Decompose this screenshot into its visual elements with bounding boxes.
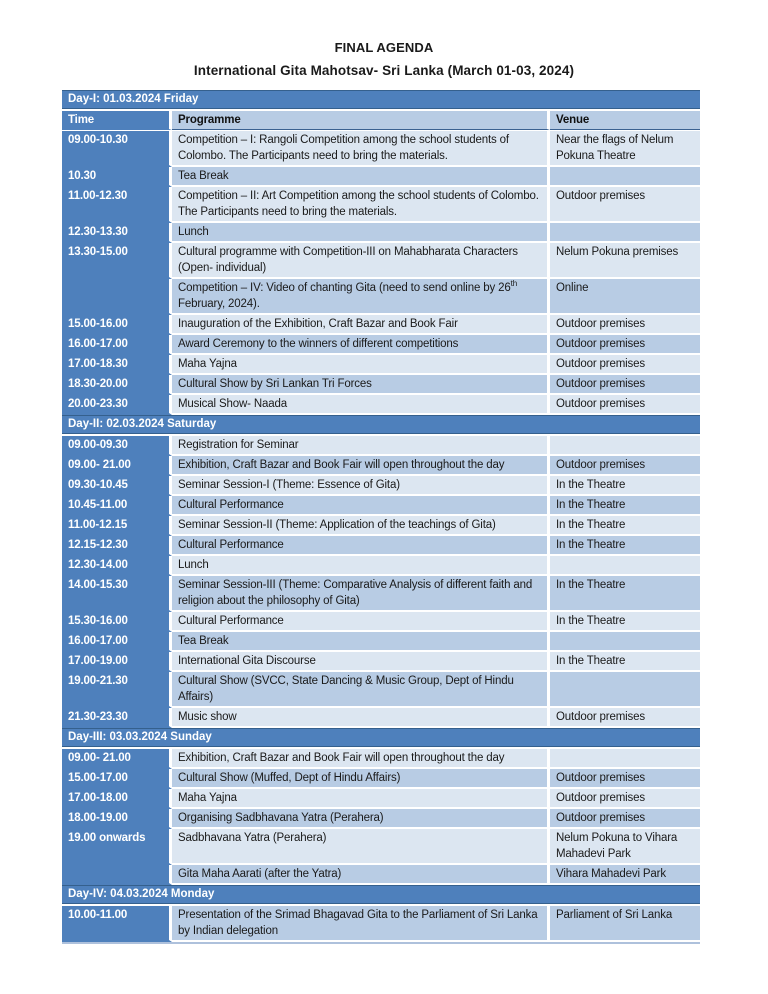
programme-cell: Gita Maha Aarati (after the Yatra): [172, 865, 550, 885]
time-cell: 16.00-17.00: [62, 335, 172, 355]
venue-cell: Outdoor premises: [550, 809, 700, 829]
table-row: [62, 865, 700, 885]
table-row: [62, 187, 700, 223]
time-cell: 16.00-17.00: [62, 632, 172, 652]
venue-cell: In the Theatre: [550, 652, 700, 672]
document-subtitle: International Gita Mahotsav- Sri Lanka (March 01-03, 2024): [193, 63, 575, 78]
table-row: [62, 536, 700, 556]
time-cell: 13.30-15.00: [62, 243, 172, 279]
time-cell: 09.00- 21.00: [62, 749, 172, 769]
time-cell: 09.00- 21.00: [62, 456, 172, 476]
table-row: [62, 279, 700, 315]
venue-cell: Vihara Mahadevi Park: [550, 865, 700, 885]
time-cell: 14.00-15.30: [62, 576, 172, 612]
programme-cell: International Gita Discourse: [172, 652, 550, 672]
table-row: [62, 516, 700, 536]
time-cell: 09.00-09.30: [62, 436, 172, 456]
venue-cell: Parliament of Sri Lanka: [550, 906, 700, 942]
programme-cell: Organising Sadbhavana Yatra (Perahera): [172, 809, 550, 829]
table-row: [62, 612, 700, 632]
programme-cell: Seminar Session-III (Theme: Comparative Analysis of different faith and religion about the philosophy of Gita): [172, 576, 550, 612]
table-row: [62, 708, 700, 728]
day-header: Day-IV: 04.03.2024 Monday: [62, 885, 700, 904]
table-row: [62, 496, 700, 516]
venue-cell: In the Theatre: [550, 536, 700, 556]
venue-cell: In the Theatre: [550, 476, 700, 496]
time-cell: 11.00-12.30: [62, 187, 172, 223]
time-cell: 19.00-21.30: [62, 672, 172, 708]
programme-cell: Inauguration of the Exhibition, Craft Bazar and Book Fair: [172, 315, 550, 335]
programme-cell: Seminar Session-II (Theme: Application of the teachings of Gita): [172, 516, 550, 536]
programme-cell: Registration for Seminar: [172, 436, 550, 456]
programme-cell: Competition – I: Rangoli Competition among the school students of Colombo. The Participants need to bring the materials.: [172, 131, 550, 167]
time-cell: 12.30-13.30: [62, 223, 172, 243]
table-row: [62, 556, 700, 576]
programme-cell: Cultural Show (SVCC, State Dancing & Music Group, Dept of Hindu Affairs): [172, 672, 550, 708]
programme-cell: Maha Yajna: [172, 789, 550, 809]
venue-cell: In the Theatre: [550, 496, 700, 516]
programme-cell: Lunch: [172, 223, 550, 243]
time-cell: 17.00-18.30: [62, 355, 172, 375]
table-row: [62, 167, 700, 187]
programme-cell: Music show: [172, 708, 550, 728]
table-row: [62, 375, 700, 395]
column-header-row: [62, 111, 700, 130]
programme-cell: Cultural Performance: [172, 536, 550, 556]
table-row: [62, 131, 700, 167]
programme-cell: Cultural Show by Sri Lankan Tri Forces: [172, 375, 550, 395]
time-cell: 18.30-20.00: [62, 375, 172, 395]
time-cell: 17.00-19.00: [62, 652, 172, 672]
time-cell: 11.00-12.15: [62, 516, 172, 536]
table-row: [62, 223, 700, 243]
time-cell: 18.00-19.00: [62, 809, 172, 829]
venue-cell: [550, 167, 700, 187]
agenda-table: [62, 90, 700, 944]
table-row: [62, 789, 700, 809]
venue-cell: Outdoor premises: [550, 456, 700, 476]
venue-cell: [550, 672, 700, 708]
time-cell: 12.30-14.00: [62, 556, 172, 576]
time-cell: 20.00-23.30: [62, 395, 172, 415]
venue-cell: In the Theatre: [550, 576, 700, 612]
time-cell: 15.00-17.00: [62, 769, 172, 789]
time-cell: 12.15-12.30: [62, 536, 172, 556]
time-cell: 15.30-16.00: [62, 612, 172, 632]
table-row: [62, 243, 700, 279]
programme-cell: Exhibition, Craft Bazar and Book Fair will open throughout the day: [172, 749, 550, 769]
time-cell: 17.00-18.00: [62, 789, 172, 809]
day-header: Day-II: 02.03.2024 Saturday: [62, 415, 700, 434]
venue-cell: In the Theatre: [550, 516, 700, 536]
time-cell: 21.30-23.30: [62, 708, 172, 728]
table-row: [62, 769, 700, 789]
programme-cell: Sadbhavana Yatra (Perahera): [172, 829, 550, 865]
venue-cell: Outdoor premises: [550, 769, 700, 789]
superscript-text: th: [510, 279, 517, 289]
table-row: [62, 906, 700, 942]
venue-cell: Outdoor premises: [550, 395, 700, 415]
venue-cell: Outdoor premises: [550, 708, 700, 728]
programme-cell: Cultural Show (Muffed, Dept of Hindu Affairs): [172, 769, 550, 789]
venue-cell: [550, 436, 700, 456]
venue-cell: Outdoor premises: [550, 789, 700, 809]
day-header: Day-III: 03.03.2024 Sunday: [62, 728, 700, 747]
time-cell: 15.00-16.00: [62, 315, 172, 335]
programme-cell: Exhibition, Craft Bazar and Book Fair will open throughout the day: [172, 456, 550, 476]
venue-cell: In the Theatre: [550, 612, 700, 632]
venue-cell: [550, 632, 700, 652]
table-row: [62, 809, 700, 829]
time-cell: 10.00-11.00: [62, 906, 172, 942]
venue-cell: [550, 749, 700, 769]
day-sections: [62, 131, 700, 942]
programme-cell: Award Ceremony to the winners of different competitions: [172, 335, 550, 355]
venue-cell: Nelum Pokuna to Vihara Mahadevi Park: [550, 829, 700, 865]
table-row: [62, 436, 700, 456]
column-header-venue: Venue: [550, 111, 700, 130]
venue-cell: Outdoor premises: [550, 187, 700, 223]
programme-cell: Lunch: [172, 556, 550, 576]
venue-cell: Online: [550, 279, 700, 315]
venue-cell: Nelum Pokuna premises: [550, 243, 700, 279]
venue-cell: Outdoor premises: [550, 335, 700, 355]
programme-cell: Tea Break: [172, 632, 550, 652]
column-header-time: Time: [62, 111, 172, 130]
programme-cell: Competition – IV: Video of chanting Gita (need to send online by 26th February, 2024).: [172, 279, 550, 315]
venue-cell: Near the flags of Nelum Pokuna Theatre: [550, 131, 700, 167]
table-row: [62, 476, 700, 496]
document-title: FINAL AGENDA: [334, 40, 434, 55]
venue-cell: Outdoor premises: [550, 315, 700, 335]
day-header: Day-I: 01.03.2024 Friday: [62, 90, 700, 109]
time-cell: 09.30-10.45: [62, 476, 172, 496]
programme-cell: Cultural Performance: [172, 496, 550, 516]
table-row: [62, 456, 700, 476]
table-row: [62, 829, 700, 865]
programme-cell: Presentation of the Srimad Bhagavad Gita to the Parliament of Sri Lanka by Indian delegation: [172, 906, 550, 942]
column-header-programme: Programme: [172, 111, 550, 130]
time-cell: 09.00-10.30: [62, 131, 172, 167]
programme-cell: Musical Show- Naada: [172, 395, 550, 415]
table-row: [62, 632, 700, 652]
table-row: [62, 315, 700, 335]
programme-cell: Maha Yajna: [172, 355, 550, 375]
venue-cell: Outdoor premises: [550, 355, 700, 375]
time-cell: 10.45-11.00: [62, 496, 172, 516]
venue-cell: [550, 556, 700, 576]
programme-cell: Cultural Performance: [172, 612, 550, 632]
time-cell: 10.30: [62, 167, 172, 187]
table-row: [62, 355, 700, 375]
programme-cell: Cultural programme with Competition-III on Mahabharata Characters (Open- individual): [172, 243, 550, 279]
time-cell: [62, 279, 172, 315]
table-row: [62, 335, 700, 355]
programme-cell: Tea Break: [172, 167, 550, 187]
programme-cell: Seminar Session-I (Theme: Essence of Gita): [172, 476, 550, 496]
table-row: [62, 749, 700, 769]
table-row: [62, 576, 700, 612]
table-row: [62, 672, 700, 708]
programme-cell: Competition – II: Art Competition among the school students of Colombo. The Participants need to bring the materials.: [172, 187, 550, 223]
table-row: [62, 395, 700, 415]
venue-cell: [550, 223, 700, 243]
venue-cell: Outdoor premises: [550, 375, 700, 395]
table-row: [62, 652, 700, 672]
time-cell: [62, 865, 172, 885]
time-cell: 19.00 onwards: [62, 829, 172, 865]
